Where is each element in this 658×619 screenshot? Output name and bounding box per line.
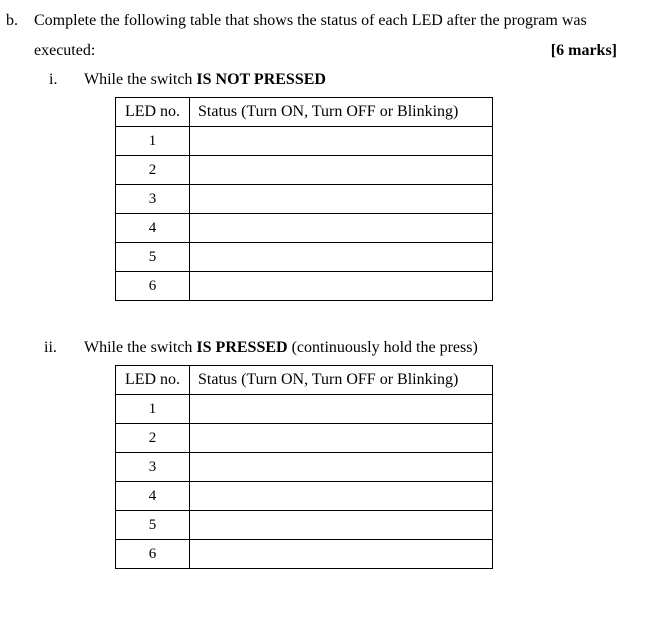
part-ii-label: ii. <box>44 339 57 356</box>
led-number-cell: 2 <box>116 424 190 453</box>
status-cell[interactable] <box>190 395 493 424</box>
part-ii-instruction <box>84 339 478 357</box>
status-cell[interactable] <box>190 127 493 156</box>
status-header: Status (Turn ON, Turn OFF or Blinking) <box>190 366 493 395</box>
table-row <box>116 540 493 569</box>
part-i-prefix: While the switch <box>84 71 197 88</box>
led-number-cell: 4 <box>116 214 190 243</box>
status-cell[interactable] <box>190 272 493 301</box>
led-number-cell: 2 <box>116 156 190 185</box>
led-number-cell: 5 <box>116 243 190 272</box>
table-row <box>116 156 493 185</box>
table-row <box>116 511 493 540</box>
status-cell[interactable] <box>190 185 493 214</box>
status-cell[interactable] <box>190 424 493 453</box>
led-number-cell: 1 <box>116 395 190 424</box>
status-cell[interactable] <box>190 156 493 185</box>
table-row <box>116 424 493 453</box>
part-i-label: i. <box>49 71 58 88</box>
table-row <box>116 453 493 482</box>
led-number-cell: 3 <box>116 453 190 482</box>
table-row <box>116 185 493 214</box>
led-no-header: LED no. <box>116 366 190 395</box>
marks-badge: [6 marks] <box>550 42 617 59</box>
part-i-instruction <box>84 71 326 89</box>
table-row <box>116 272 493 301</box>
table-row <box>116 395 493 424</box>
status-cell[interactable] <box>190 511 493 540</box>
status-header: Status (Turn ON, Turn OFF or Blinking) <box>190 98 493 127</box>
table-row <box>116 243 493 272</box>
part-ii-prefix: While the switch <box>84 339 197 356</box>
question-label: b. <box>6 12 18 29</box>
led-number-cell: 1 <box>116 127 190 156</box>
status-cell[interactable] <box>190 243 493 272</box>
part-ii-suffix: (continuously hold the press) <box>287 339 478 356</box>
status-cell[interactable] <box>190 214 493 243</box>
led-number-cell: 4 <box>116 482 190 511</box>
led-number-cell: 6 <box>116 272 190 301</box>
led-status-table-not-pressed <box>115 97 493 301</box>
led-no-header: LED no. <box>116 98 190 127</box>
led-number-cell: 6 <box>116 540 190 569</box>
question-text-line1: Complete the following table that shows the status of each LED after the program was <box>34 12 587 29</box>
status-cell[interactable] <box>190 540 493 569</box>
led-number-cell: 5 <box>116 511 190 540</box>
part-i-emphasis: IS NOT PRESSED <box>196 71 326 88</box>
led-number-cell: 3 <box>116 185 190 214</box>
table-row <box>116 214 493 243</box>
table-header-row <box>116 366 493 395</box>
table-header-row <box>116 98 493 127</box>
question-text-line2: executed: <box>34 42 96 59</box>
led-status-table-pressed <box>115 365 493 569</box>
table-row <box>116 127 493 156</box>
status-cell[interactable] <box>190 482 493 511</box>
part-ii-emphasis: IS PRESSED <box>196 339 288 356</box>
status-cell[interactable] <box>190 453 493 482</box>
table-row <box>116 482 493 511</box>
